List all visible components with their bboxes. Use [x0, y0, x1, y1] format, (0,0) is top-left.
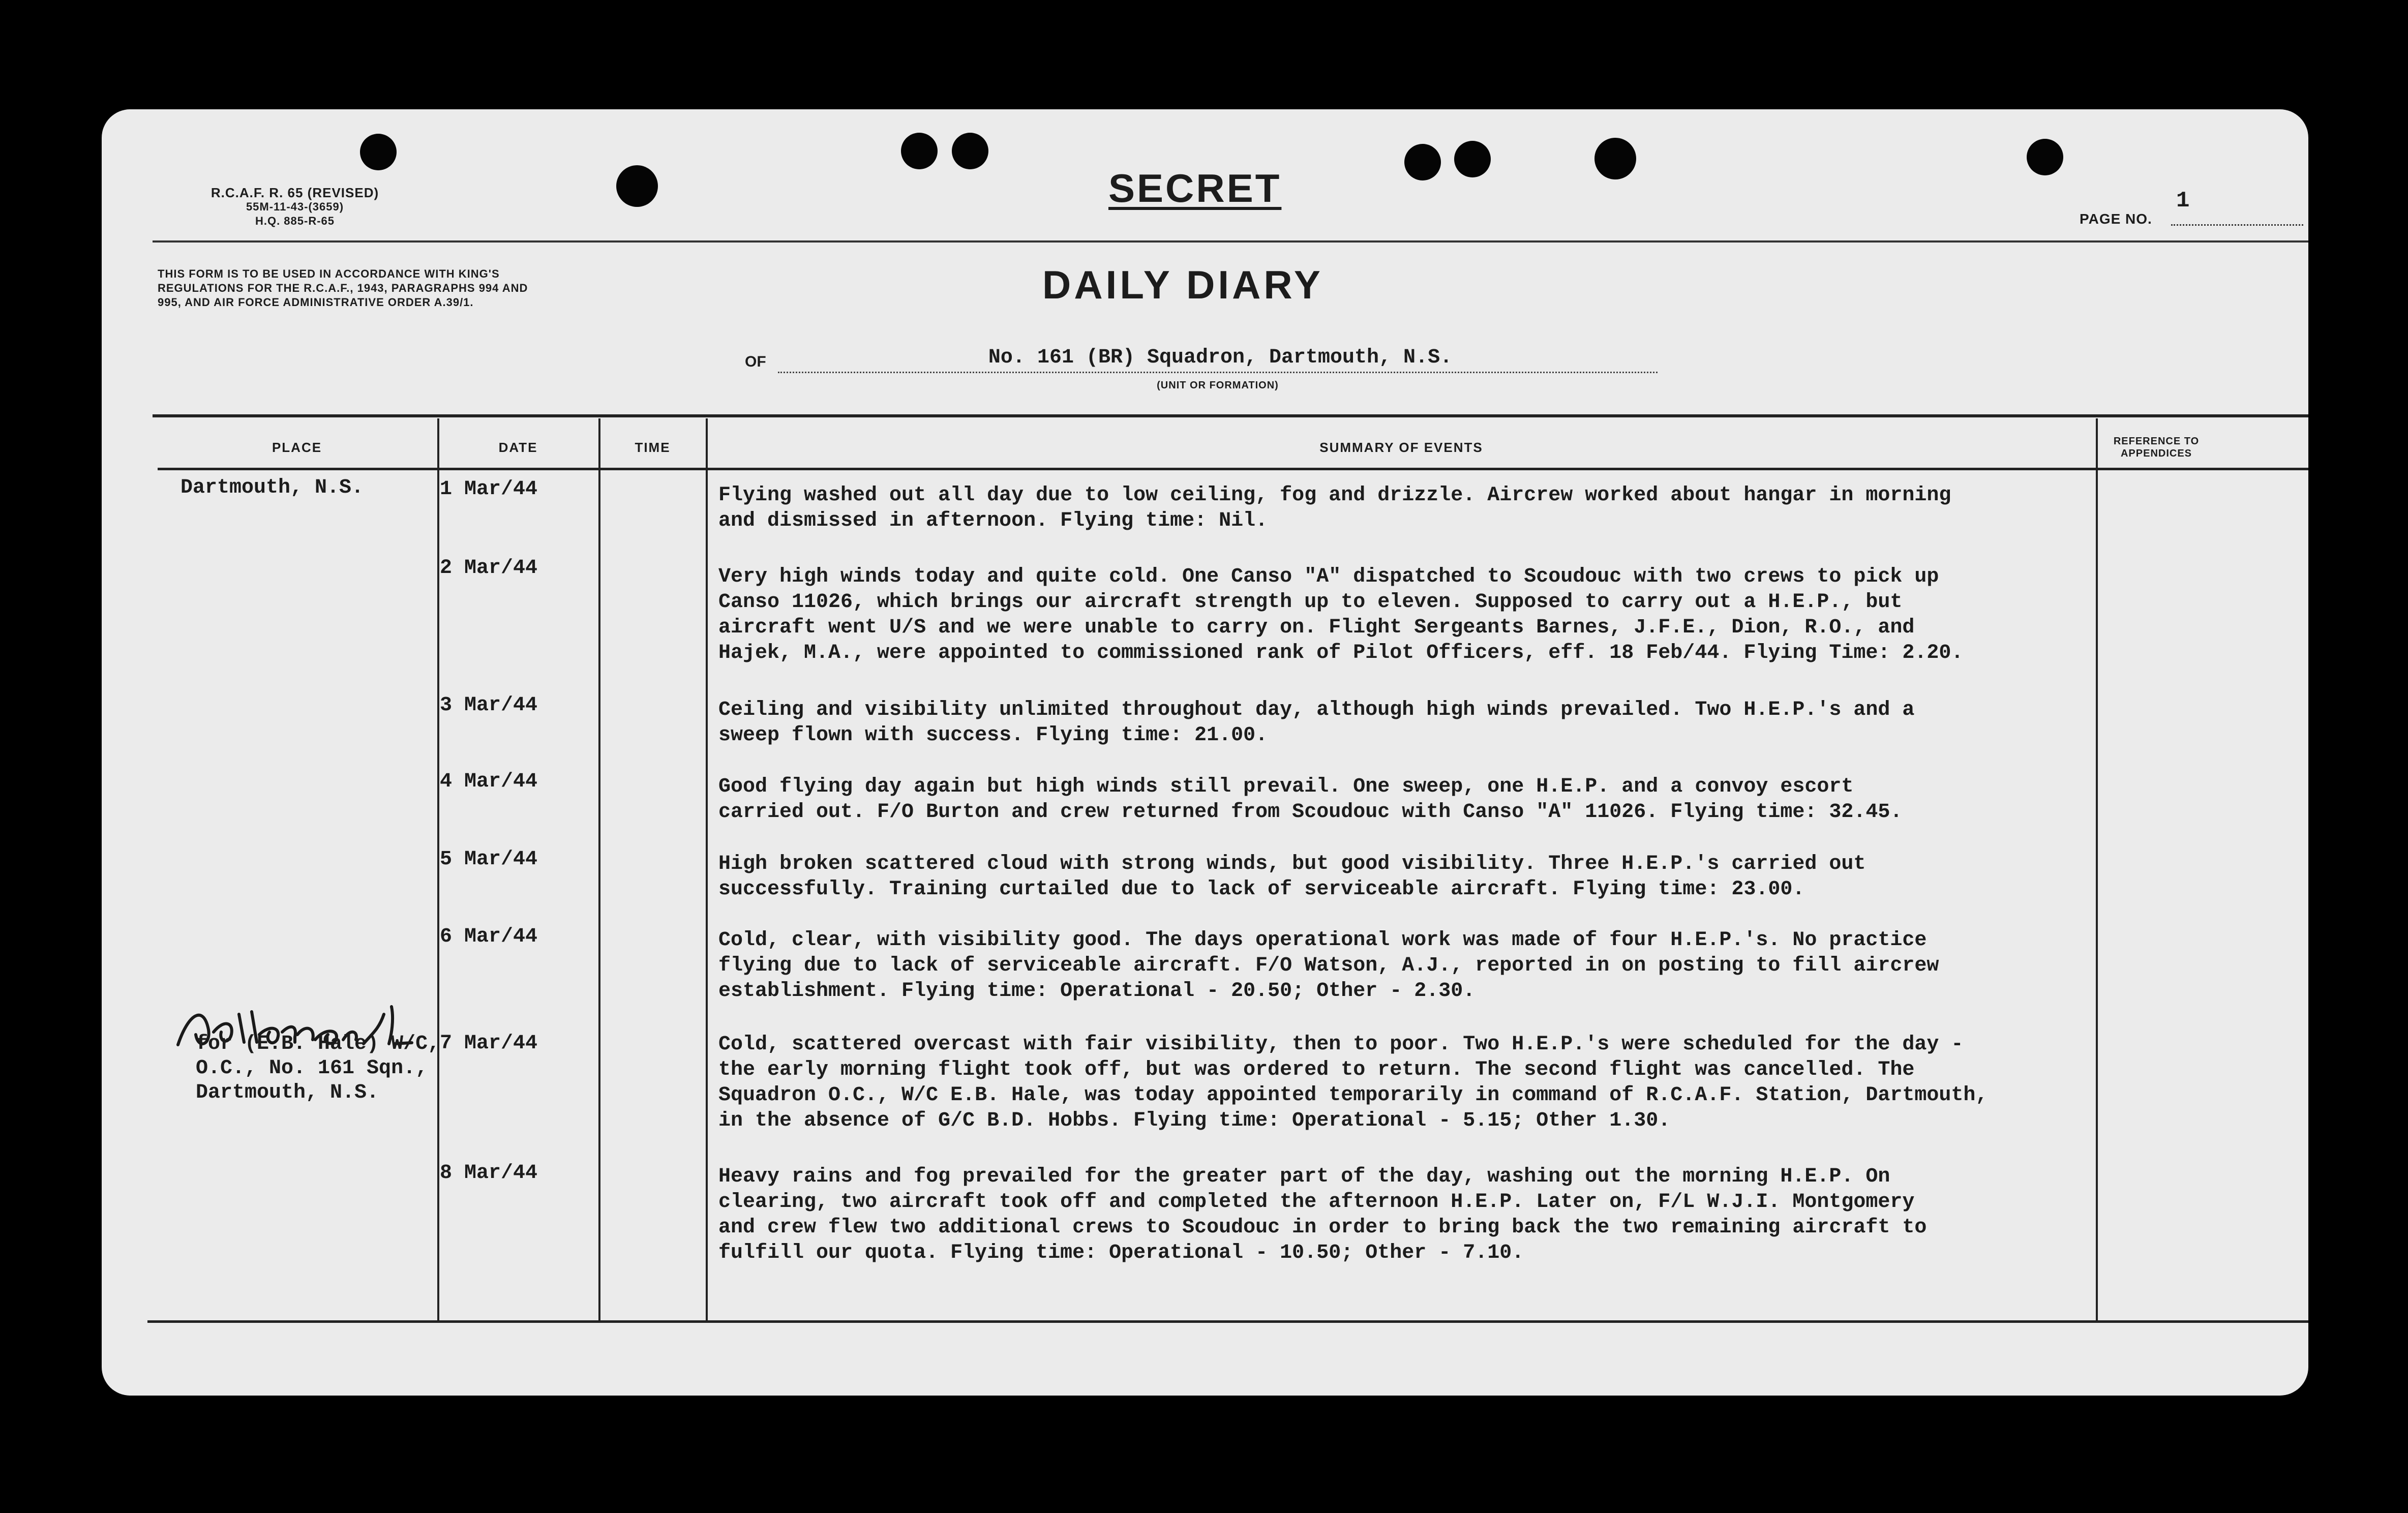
unit-line [778, 372, 1658, 373]
entry-date: 4 Mar/44 [440, 770, 538, 793]
form-number-line: 55M-11-43-(3659) [246, 200, 344, 213]
entry-summary: Ceiling and visibility unlimited throughout day, although high winds prevailed. Two H.E.P.'s and a sweep flown with success. Flying time: 21.00. [718, 699, 1915, 747]
entry-date: 8 Mar/44 [440, 1162, 538, 1185]
form-number [153, 186, 437, 228]
entry-summary: Cold, scattered overcast with fair visibility, then to poor. Two H.E.P.'s were scheduled for the day - the early morning flight took off, but was ordered to return. The second flight was cancelled. The Squadron O.C., W/C E.B. Hale, was today appointed temporarily in command of R.C.A.F. Station, Dartmouth, in the absence of G/C B.D. Hobbs. Flying time: Operational - 5.15; Other 1.30. [718, 1033, 1988, 1132]
table-header-rule [158, 468, 2308, 470]
column-header-place: PLACE [272, 440, 322, 455]
table-bottom-rule [147, 1320, 2308, 1323]
unit-name: No. 161 (BR) Squadron, Dartmouth, N.S. [988, 346, 1453, 369]
column-header-reference: REFERENCE TO APPENDICES [2113, 436, 2200, 459]
entry-date: 2 Mar/44 [440, 557, 538, 580]
entry-date: 6 Mar/44 [440, 925, 538, 948]
page-label: PAGE NO. [2080, 211, 2152, 227]
place-value: Dartmouth, N.S. [180, 476, 364, 499]
column-divider [598, 418, 600, 1321]
entry-date: 5 Mar/44 [440, 848, 538, 871]
security-classification: SECRET [1108, 166, 1282, 210]
column-header-date: DATE [498, 440, 538, 455]
entry-date: 3 Mar/44 [440, 694, 538, 717]
entry-summary: Flying washed out all day due to low ceiling, fog and drizzle. Aircrew worked about hangar in morning and dismissed in afternoon. Flying time: Nil. [718, 484, 1951, 532]
entry-summary: Heavy rains and fog prevailed for the greater part of the day, washing out the morning H.E.P. On clearing, two aircraft took off and completed the afternoon H.E.P. Later on, F/L W.J.I. Montgomery and crew flew two additional crews to Scoudouc in order to bring back the two remaining aircraft to fulfill our quota. Flying time: Operational - 10.50; Other - 7.10. [718, 1165, 1927, 1264]
entry-summary: Very high winds today and quite cold. One Canso "A" dispatched to Scoudouc with two crews to pick up Canso 11026, which brings our aircraft strength up to eleven. Supposed to carry out a H.E.P., but aircraft went U/S and we were unable to carry on. Flight Sergeants Barnes, J.F.E., Dion, R.O., and Hajek, M.A., were appointed to commissioned rank of Pilot Officers, eff. 18 Feb/44. Flying Time: 2.20. [718, 565, 1964, 664]
column-divider [437, 418, 439, 1321]
page-number: 1 [2176, 188, 2190, 214]
page-title: DAILY DIARY [1042, 262, 1323, 307]
entry-summary: Good flying day again but high winds still prevail. One sweep, one H.E.P. and a convoy escort carried out. F/O Burton and crew returned from Scoudouc with Canso "A" 11026. Flying time: 32.45. [718, 775, 1903, 824]
entry-summary: High broken scattered cloud with strong winds, but good visibility. Three H.E.P.'s carried out successfully. Training curtailed due to lack of serviceable aircraft. Flying time: 23.00. [718, 853, 1866, 901]
unit-caption: (UNIT OR FORMATION) [1157, 380, 1279, 391]
regulation-note: THIS FORM IS TO BE USED IN ACCORDANCE WITH KING'S REGULATIONS FOR THE R.C.A.F., 1943, PARAGRAPHS 994 AND 995, AND AIR FORCE ADMINISTRATIVE ORDER A.39/1. [158, 267, 528, 309]
table-top-rule [153, 414, 2308, 417]
of-label: OF [745, 353, 766, 370]
column-header-summary: SUMMARY OF EVENTS [1319, 440, 1483, 455]
column-divider [706, 418, 708, 1321]
header-rule [153, 240, 2308, 243]
entry-date: 1 Mar/44 [440, 478, 538, 501]
entry-date: 7 Mar/44 [440, 1032, 538, 1055]
form-content [102, 109, 2308, 1396]
column-header-time: TIME [635, 440, 671, 455]
signature-block: for (E.B. Hale) W/C, O.C., No. 161 Sqn., Dartmouth, N.S. [196, 1033, 440, 1104]
page-number-line [2171, 224, 2303, 226]
form-number-line: R.C.A.F. R. 65 (REVISED) [210, 185, 379, 200]
entry-summary: Cold, clear, with visibility good. The days operational work was made of four H.E.P.'s. No practice flying due to lack of serviceable aircraft. F/O Watson, A.J., reported in on posting to fill aircrew establishment. Flying time: Operational - 20.50; Other - 2.30. [718, 929, 1939, 1003]
form-number-line: H.Q. 885-R-65 [255, 215, 335, 227]
